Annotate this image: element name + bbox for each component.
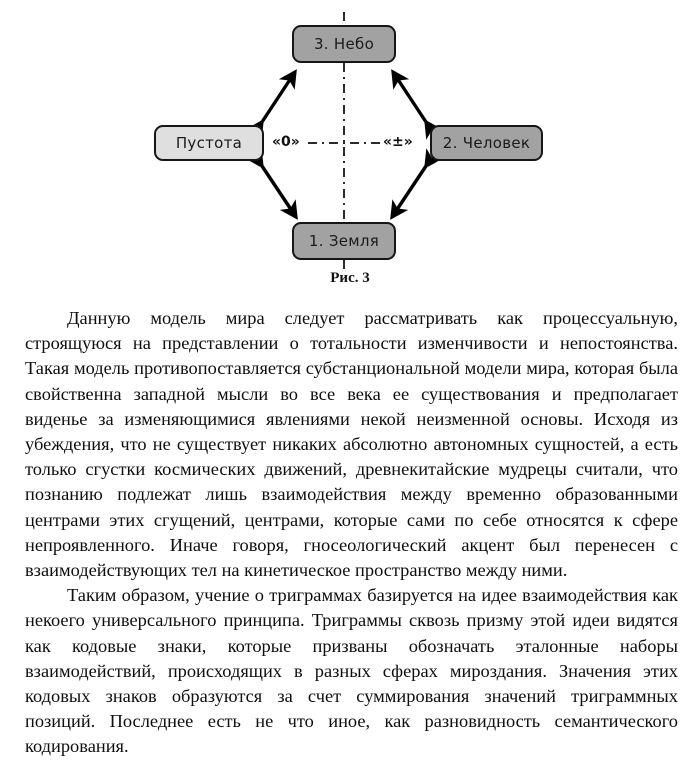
arrow-sky-man [393, 72, 426, 122]
node-sky[interactable] [292, 25, 396, 63]
node-earth[interactable] [292, 222, 396, 260]
arrow-earth-man [392, 166, 426, 217]
axis-label-plus-minus: «±» [383, 134, 413, 150]
node-man[interactable] [430, 125, 543, 161]
figure-3 [0, 0, 700, 295]
axis-label-zero: «0» [272, 134, 300, 150]
arrow-void-sky [262, 72, 295, 122]
node-void[interactable] [154, 125, 264, 161]
node-man-label: 2. Человек [442, 133, 531, 152]
body-text [25, 306, 678, 760]
diagram-world-model [0, 0, 700, 270]
paragraph-2: Таким образом, учение о триграммах базируется на идее взаимодействия как некоего универсального принципа. Триграммы сквозь призму этой идеи видятся как кодовые знаки, которые призваны обозначать эталонные наборы взаимодействий, происходящих в разных сферах мироздания. Значения этих кодовых знаков образуются за счет суммирования значений триграммных позиций. Последнее есть не что иное, как разновидность семантического кодирования. [25, 585, 678, 757]
figure-caption: Рис. 3 [330, 270, 370, 286]
paragraph-1: Данную модель мира следует рассматривать как процессуальную, строящуюся на представлении о тотальности изменчивости и непостоянства. Такая модель противопоставляется субстанциональной модели мира, которая была свойственна западной мысли во все века ее существования и предполагает виденье за изменяющимися явлениями некой неизменной основы. Исходя из убеждения, что не существует никаких абсолютно автономных сущностей, а есть только сгустки космических движений, древнекитайские мудрецы считали, что познанию подлежат лишь взаимодействия между временно образованными центрами этих сгущений, центрами, которые сами по себе относятся к сфере непроявленного. Иначе говоря, гносеологический акцент был перенесен с взаимодействующих тел на кинетическое пространство между ними. [25, 308, 678, 581]
node-void-label: Пустота [175, 133, 243, 152]
arrow-void-earth [262, 166, 296, 217]
node-earth-label: 1. Земля [308, 231, 380, 250]
node-sky-label: 3. Небо [313, 34, 375, 53]
